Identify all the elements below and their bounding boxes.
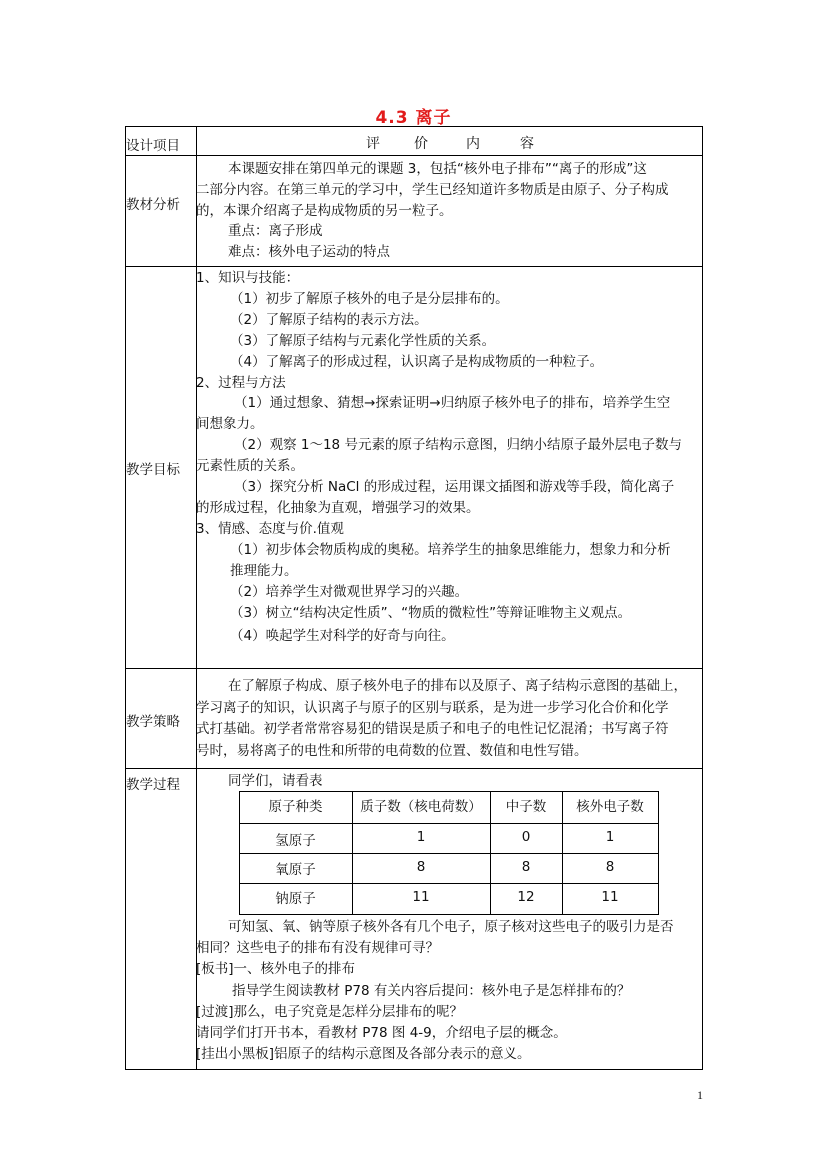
text-line: （2）了解原子结构的表示方法。 [230,311,428,328]
section-analysis-content [196,159,702,263]
row-divider [125,155,703,156]
text-line: （1）通过想象、猜想→探索证明→归纳原子核外电子的排布，培养学生空 [234,395,671,412]
text-line: 学习离子的知识，认识离子与原子的区别与联系，是为进一步学习化合价和化学 [196,699,669,716]
table-cell: 8 [521,859,531,875]
text-line: 相同？这些电子的排布有没有规律可寻？ [196,940,439,957]
page-number: 1 [697,1088,703,1102]
section-label-process: 教学过程 [126,777,180,793]
row-divider [125,768,703,769]
text-line: （3）树立“结构决定性质”、“物质的微粒性”等辩证唯物主义观点。 [230,604,632,621]
text-line: （1）初步体会物质构成的奥秘。培养学生的抽象思维能力，想象力和分析 [230,541,671,558]
text-line: 请同学们打开书本，看教材 P78 图 4-9，介绍电子层的概念。 [196,1025,567,1042]
text-line: 难点：核外电子运动的特点 [228,244,390,261]
text-line: 本课题安排在第四单元的课题 3，包括“核外电子排布”“离子的形成”这 [228,161,647,177]
section-label-goals: 教学目标 [126,462,180,478]
table-cell: 钠原子 [275,891,316,907]
table-cell: 11 [601,889,619,905]
table-cell: 氧原子 [275,862,316,878]
text-line: （2）培养学生对微观世界学习的兴趣。 [230,583,469,600]
text-line: [挂出小黑板]铝原子的结构示意图及各部分表示的意义。 [196,1046,531,1063]
table-cell: 8 [416,859,426,875]
atom-table [239,791,659,915]
document-title: 4.3 离子 [375,108,452,128]
row-divider [125,668,703,669]
text-line: （1）初步了解原子核外的电子是分层排布的。 [230,290,509,307]
table-cell: 8 [605,859,615,875]
section-goals-content [196,268,702,647]
text-line: 的，本课介绍离子是构成物质的另一粒子。 [196,202,453,219]
text-line: 推理能力。 [230,562,298,579]
table-cell: 1 [416,829,426,845]
text-line: 3、情感、态度与价.值观 [196,520,344,537]
header-left: 设计项目 [126,138,180,154]
table-header-cell: 原子种类 [268,799,323,815]
table-cell: 氢原子 [275,833,316,849]
text-line: 可知氢、氧、钠等原子核外各有几个电子，原子核对这些电子的吸引力是否 [228,919,674,935]
text-line: （4）唤起学生对科学的好奇与向往。 [230,628,455,645]
text-line: 式打基础。初学者常常容易犯的错误是质子和电子的电性记忆混淆；书写离子符 [196,721,669,737]
text-line: （3）探究分析 NaCl 的形成过程，运用课文插图和游戏等手段，简化离子 [234,479,675,496]
table-header-cell: 核外电子数 [576,799,644,815]
text-line: 2、过程与方法 [196,374,286,391]
text-line: 同学们，请看表 [228,773,323,789]
text-line: 指导学生阅读教材 P78 有关内容后提问：核外电子是怎样排布的？ [232,982,631,999]
text-line: 重点：离子形成 [228,223,323,240]
text-line: 的形成过程，化抽象为直观，增强学习的效果。 [196,499,480,516]
text-line: （4）了解离子的形成过程，认识离子是构成物质的一种粒子。 [230,353,604,370]
header-char: 价 [414,136,428,152]
header-char: 评 [366,136,380,152]
table-header-cell: 中子数 [505,799,547,815]
header-char: 容 [520,136,534,152]
table-cell: 12 [517,889,535,905]
text-line: （2）观察 1～18 号元素的原子结构示意图，归纳小结原子最外层电子数与 [234,437,682,454]
table-cell: 1 [605,829,615,845]
header-right [197,133,703,153]
row-divider [125,266,703,267]
text-line: 二部分内容。在第三单元的学习中，学生已经知道许多物质是由原子、分子构成 [196,181,669,198]
text-line: 在了解原子构成、原子核外电子的排布以及原子、离子结构示意图的基础上， [228,678,687,694]
text-line: 元素性质的关系。 [196,458,304,475]
header-char: 内 [466,136,480,152]
text-line: 1、知识与技能： [196,270,300,286]
section-strategy-content [196,676,702,762]
text-line: 号时，易将离子的电性和所带的电荷数的位置、数值和电性写错。 [196,742,588,759]
section-process-content [196,917,702,1065]
section-label-strategy: 教学策略 [126,714,180,730]
text-line: [过渡]那么，电子究竟是怎样分层排布的呢？ [196,1003,464,1020]
table-cell: 11 [412,889,430,905]
table-header-cell: 质子数（核电荷数） [360,799,482,815]
text-line: [板书]一、核外电子的排布 [196,961,356,978]
section-process-intro-wrap [196,771,702,792]
text-line: （3）了解原子结构与元素化学性质的关系。 [230,332,496,349]
text-line: 间想象力。 [196,416,264,433]
table-cell: 0 [521,829,531,845]
section-label-analysis: 教材分析 [126,197,180,213]
